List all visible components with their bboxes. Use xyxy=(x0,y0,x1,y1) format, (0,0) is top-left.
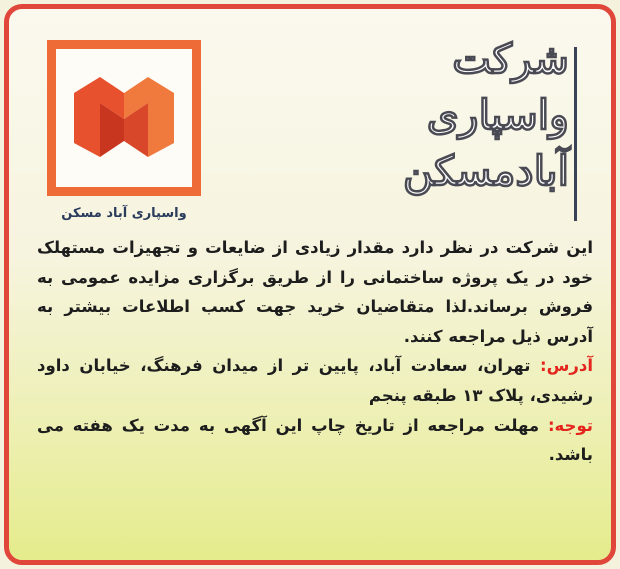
logo-caption: واسپاری آباد مسکن xyxy=(61,206,187,221)
title-divider xyxy=(574,47,577,221)
logo-mark-icon xyxy=(68,71,180,167)
ad-frame xyxy=(4,4,616,565)
title-line-2: واسپاری xyxy=(426,91,569,139)
address-label: آدرس: xyxy=(540,356,593,376)
note-text: مهلت مراجعه از تاریخ چاپ این آگهی به مدت یک هفته می باشد. xyxy=(37,415,593,465)
note-label: توجه: xyxy=(547,415,593,435)
notice-paragraph: این شرکت در نظر دارد مقدار زیادی از ضایعات و تجهیزات مستهلک خود در یک پروژه ساختمانی را از طریق برگزاری مزایده عمومی به فروش برساند.لذا متقاضیان خرید جهت کسب اطلاعات بیشتر به آدرس ذیل مراجعه کنند. xyxy=(37,238,593,346)
note-paragraph xyxy=(37,411,593,470)
title-line-1: شرکت xyxy=(452,35,569,83)
title-line-3: آبادمسکن xyxy=(403,147,569,195)
company-logo xyxy=(47,40,201,196)
company-title xyxy=(369,31,569,199)
address-paragraph xyxy=(37,351,593,410)
notice-body xyxy=(37,233,593,470)
address-text: تهران، سعادت آباد، پایین تر از میدان فرهنگ، خیابان داود رشیدی، پلاک ۱۳ طبقه پنجم xyxy=(37,356,593,405)
